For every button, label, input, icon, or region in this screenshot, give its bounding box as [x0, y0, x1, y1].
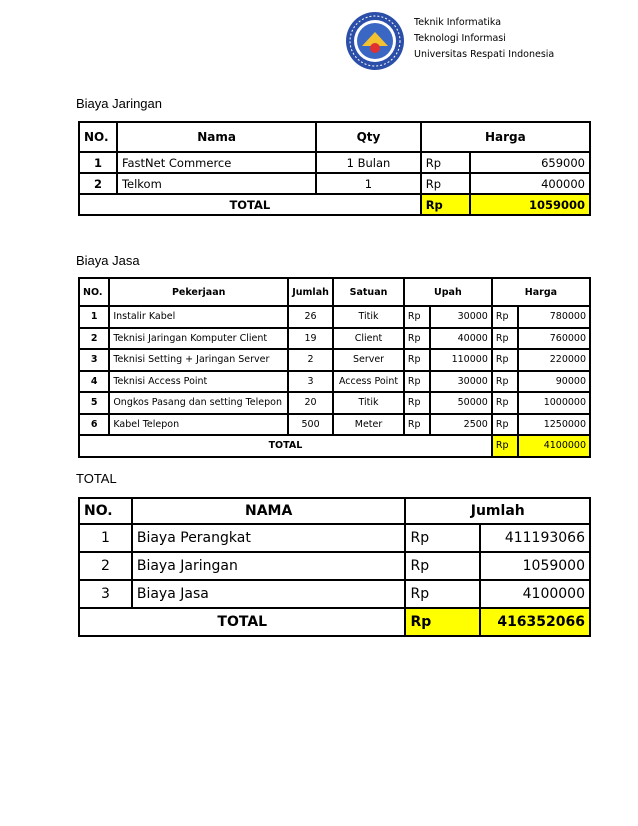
- col-harga: Harga: [492, 278, 590, 306]
- col-no: NO.: [79, 498, 132, 524]
- table-row: [79, 173, 590, 194]
- cell-jumlah: 20: [288, 392, 333, 414]
- total-row: [79, 608, 590, 636]
- university-seal-icon: [344, 10, 406, 72]
- total-value: 4100000: [518, 435, 590, 457]
- col-nama: Nama: [117, 122, 316, 152]
- table-row: [79, 552, 590, 580]
- table-header: [79, 278, 590, 306]
- cell-jumlah: 19: [288, 328, 333, 350]
- cell-satuan: Titik: [333, 392, 404, 414]
- cell-jumlah: 3: [288, 371, 333, 393]
- header-line-2: Teknologi Informasi: [414, 33, 506, 44]
- cell-harga: 90000: [518, 371, 590, 393]
- cell-jumlah: 26: [288, 306, 333, 328]
- section-title-jasa: Biaya Jasa: [76, 253, 140, 268]
- total-currency: Rp: [405, 608, 480, 636]
- cell-currency: Rp: [492, 392, 518, 414]
- total-value: 416352066: [480, 608, 590, 636]
- cell-currency: Rp: [492, 328, 518, 350]
- cell-pekerjaan: Ongkos Pasang dan setting Telepon: [109, 392, 288, 414]
- cell-upah: 50000: [430, 392, 492, 414]
- cell-no: 1: [79, 306, 109, 328]
- cell-pekerjaan: Instalir Kabel: [109, 306, 288, 328]
- cell-currency: Rp: [405, 552, 480, 580]
- col-no: NO.: [79, 122, 117, 152]
- cell-nama: Telkom: [117, 173, 316, 194]
- table-row: [79, 524, 590, 552]
- letterhead: [344, 10, 604, 64]
- table-row: [79, 152, 590, 173]
- header-line-1: Teknik Informatika: [414, 17, 502, 28]
- cell-satuan: Client: [333, 328, 404, 350]
- table-header: [79, 498, 590, 524]
- cell-harga: 659000: [470, 152, 590, 173]
- table-row: [79, 349, 590, 371]
- cell-no: 2: [79, 552, 132, 580]
- cell-satuan: Meter: [333, 414, 404, 436]
- total-label: TOTAL: [79, 608, 405, 636]
- col-pekerjaan: Pekerjaan: [109, 278, 288, 306]
- col-jumlah: Jumlah: [288, 278, 333, 306]
- cell-currency: Rp: [492, 414, 518, 436]
- cell-pekerjaan: Kabel Telepon: [109, 414, 288, 436]
- cell-nama: Biaya Perangkat: [132, 524, 406, 552]
- total-currency: Rp: [421, 194, 471, 215]
- col-no: NO.: [79, 278, 109, 306]
- cell-currency: Rp: [492, 306, 518, 328]
- table-header: [79, 122, 590, 152]
- table-row: [79, 580, 590, 608]
- table-row: [79, 306, 590, 328]
- jaringan-table: [78, 121, 591, 216]
- cell-harga: 220000: [518, 349, 590, 371]
- cell-jumlah: 411193066: [480, 524, 590, 552]
- cell-no: 3: [79, 349, 109, 371]
- cell-no: 2: [79, 173, 117, 194]
- cell-nama: FastNet Commerce: [117, 152, 316, 173]
- cell-currency: Rp: [421, 173, 471, 194]
- cell-nama: Biaya Jasa: [132, 580, 406, 608]
- cell-harga: 760000: [518, 328, 590, 350]
- cell-upah: 30000: [430, 371, 492, 393]
- cell-no: 5: [79, 392, 109, 414]
- col-satuan: Satuan: [333, 278, 404, 306]
- total-label: TOTAL: [79, 194, 421, 215]
- cell-nama: Biaya Jaringan: [132, 552, 406, 580]
- col-harga: Harga: [421, 122, 590, 152]
- cell-no: 3: [79, 580, 132, 608]
- cell-currency: Rp: [404, 328, 430, 350]
- cell-jumlah: 500: [288, 414, 333, 436]
- cell-harga: 400000: [470, 173, 590, 194]
- cell-no: 6: [79, 414, 109, 436]
- cell-currency: Rp: [404, 414, 430, 436]
- col-qty: Qty: [316, 122, 421, 152]
- total-value: 1059000: [470, 194, 590, 215]
- section-title-total: TOTAL: [76, 471, 117, 486]
- total-table: [78, 497, 591, 637]
- cell-no: 4: [79, 371, 109, 393]
- total-currency: Rp: [492, 435, 518, 457]
- cell-currency: Rp: [492, 349, 518, 371]
- table-row: [79, 392, 590, 414]
- cell-satuan: Titik: [333, 306, 404, 328]
- cell-jumlah: 4100000: [480, 580, 590, 608]
- cell-currency: Rp: [421, 152, 471, 173]
- cell-no: 2: [79, 328, 109, 350]
- cell-qty: 1 Bulan: [316, 152, 421, 173]
- section-title-jaringan: Biaya Jaringan: [76, 96, 162, 111]
- col-upah: Upah: [404, 278, 492, 306]
- cell-upah: 40000: [430, 328, 492, 350]
- cell-qty: 1: [316, 173, 421, 194]
- cell-harga: 780000: [518, 306, 590, 328]
- col-jumlah: Jumlah: [405, 498, 590, 524]
- cell-currency: Rp: [404, 306, 430, 328]
- cell-upah: 30000: [430, 306, 492, 328]
- cell-satuan: Access Point: [333, 371, 404, 393]
- cell-no: 1: [79, 152, 117, 173]
- jasa-table: [78, 277, 591, 458]
- cell-currency: Rp: [405, 580, 480, 608]
- cell-pekerjaan: Teknisi Jaringan Komputer Client: [109, 328, 288, 350]
- total-label: TOTAL: [79, 435, 492, 457]
- cell-jumlah: 2: [288, 349, 333, 371]
- total-row: [79, 435, 590, 457]
- table-row: [79, 328, 590, 350]
- total-row: [79, 194, 590, 215]
- cell-upah: 2500: [430, 414, 492, 436]
- header-line-3: Universitas Respati Indonesia: [414, 49, 555, 60]
- table-row: [79, 414, 590, 436]
- col-nama: NAMA: [132, 498, 406, 524]
- cell-currency: Rp: [492, 371, 518, 393]
- cell-pekerjaan: Teknisi Access Point: [109, 371, 288, 393]
- cell-jumlah: 1059000: [480, 552, 590, 580]
- cell-no: 1: [79, 524, 132, 552]
- cell-upah: 110000: [430, 349, 492, 371]
- cell-currency: Rp: [405, 524, 480, 552]
- cell-currency: Rp: [404, 349, 430, 371]
- cell-currency: Rp: [404, 371, 430, 393]
- table-row: [79, 371, 590, 393]
- cell-currency: Rp: [404, 392, 430, 414]
- cell-pekerjaan: Teknisi Setting + Jaringan Server: [109, 349, 288, 371]
- cell-satuan: Server: [333, 349, 404, 371]
- cell-harga: 1250000: [518, 414, 590, 436]
- cell-harga: 1000000: [518, 392, 590, 414]
